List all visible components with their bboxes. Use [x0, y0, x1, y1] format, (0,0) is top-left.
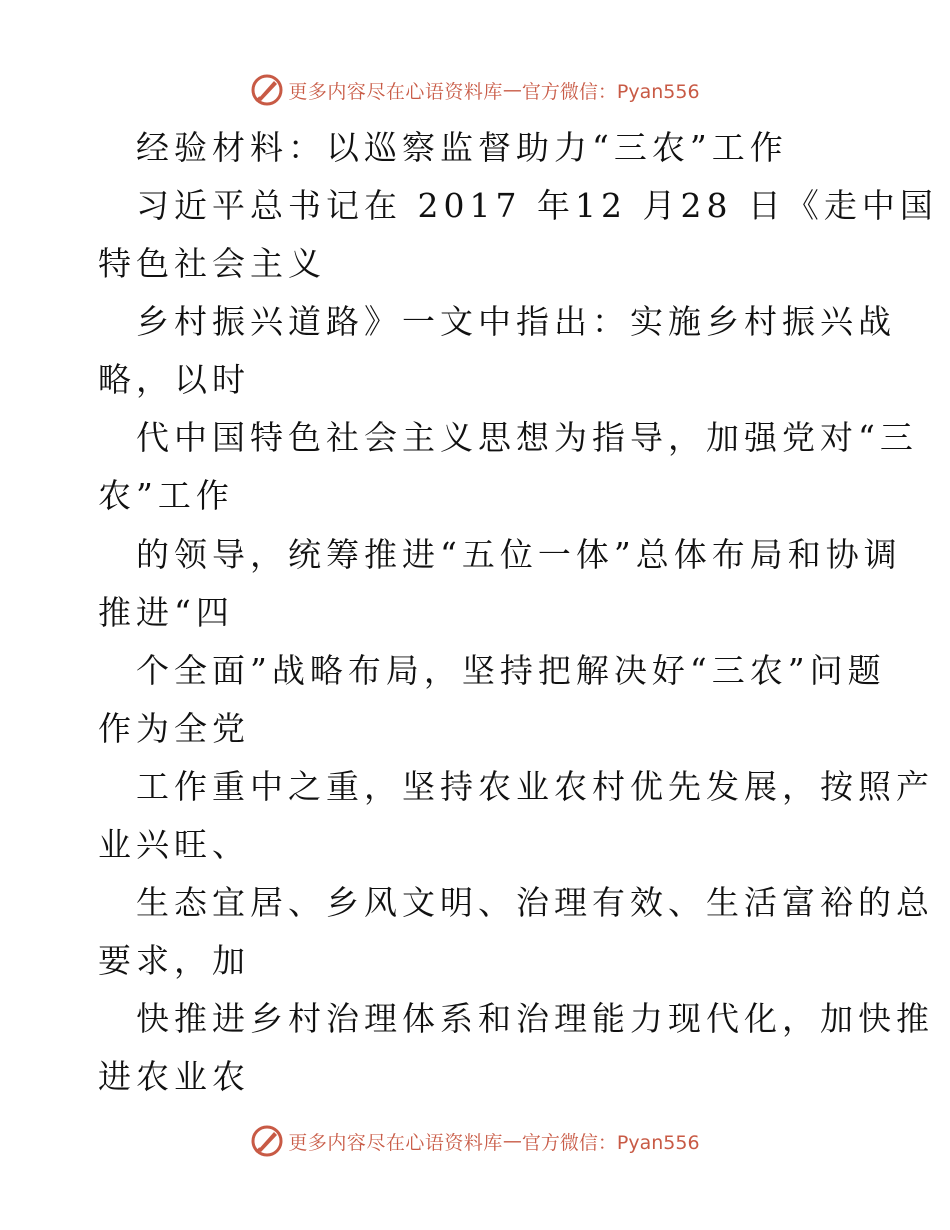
watermark-separator: — [502, 1130, 522, 1152]
paragraph-line: 要求，加 [98, 941, 250, 980]
quill-logo-icon [250, 1124, 284, 1158]
paragraph-line: 快推进乡村治理体系和治理能力现代化，加快推 [136, 999, 934, 1038]
footer-watermark [0, 1121, 950, 1161]
document-title: 经验材料：以巡察监督助力“三农”工作 [136, 128, 788, 167]
watermark-separator: — [502, 79, 522, 101]
paragraph-line: 作为全党 [98, 709, 250, 748]
paragraph-line: 的领导，统筹推进“五位一体”总体布局和协调 [136, 535, 902, 574]
paragraph-line: 略，以时 [98, 360, 250, 399]
paragraph-line: 业兴旺、 [98, 825, 250, 864]
paragraph-line: 推进“四 [98, 593, 234, 632]
paragraph-line: 特色社会主义 [98, 244, 326, 283]
paragraph-line: 工作重中之重，坚持农业农村优先发展，按照产 [136, 767, 934, 806]
paragraph-line: 个全面”战略布局，坚持把解决好“三农”问题 [136, 651, 886, 690]
paragraph-line: 习近平总书记在 2017 年12 月28 日《走中国 [136, 186, 938, 225]
paragraph-line: 代中国特色社会主义思想为指导，加强党对“三 [136, 418, 918, 457]
paragraph-line: 生态宜居、乡风文明、治理有效、生活富裕的总 [136, 883, 934, 922]
watermark-wechat: 官方微信：Pyan556 [521, 80, 700, 103]
paragraph-line: 农”工作 [98, 476, 234, 515]
paragraph-line: 乡村振兴道路》一文中指出：实施乡村振兴战 [136, 302, 896, 341]
paragraph-line: 进农业农 [98, 1057, 250, 1096]
watermark-text: 更多内容尽在心语资料库 [288, 1131, 503, 1154]
watermark-wechat: 官方微信：Pyan556 [521, 1131, 700, 1154]
watermark-text: 更多内容尽在心语资料库 [288, 80, 503, 103]
